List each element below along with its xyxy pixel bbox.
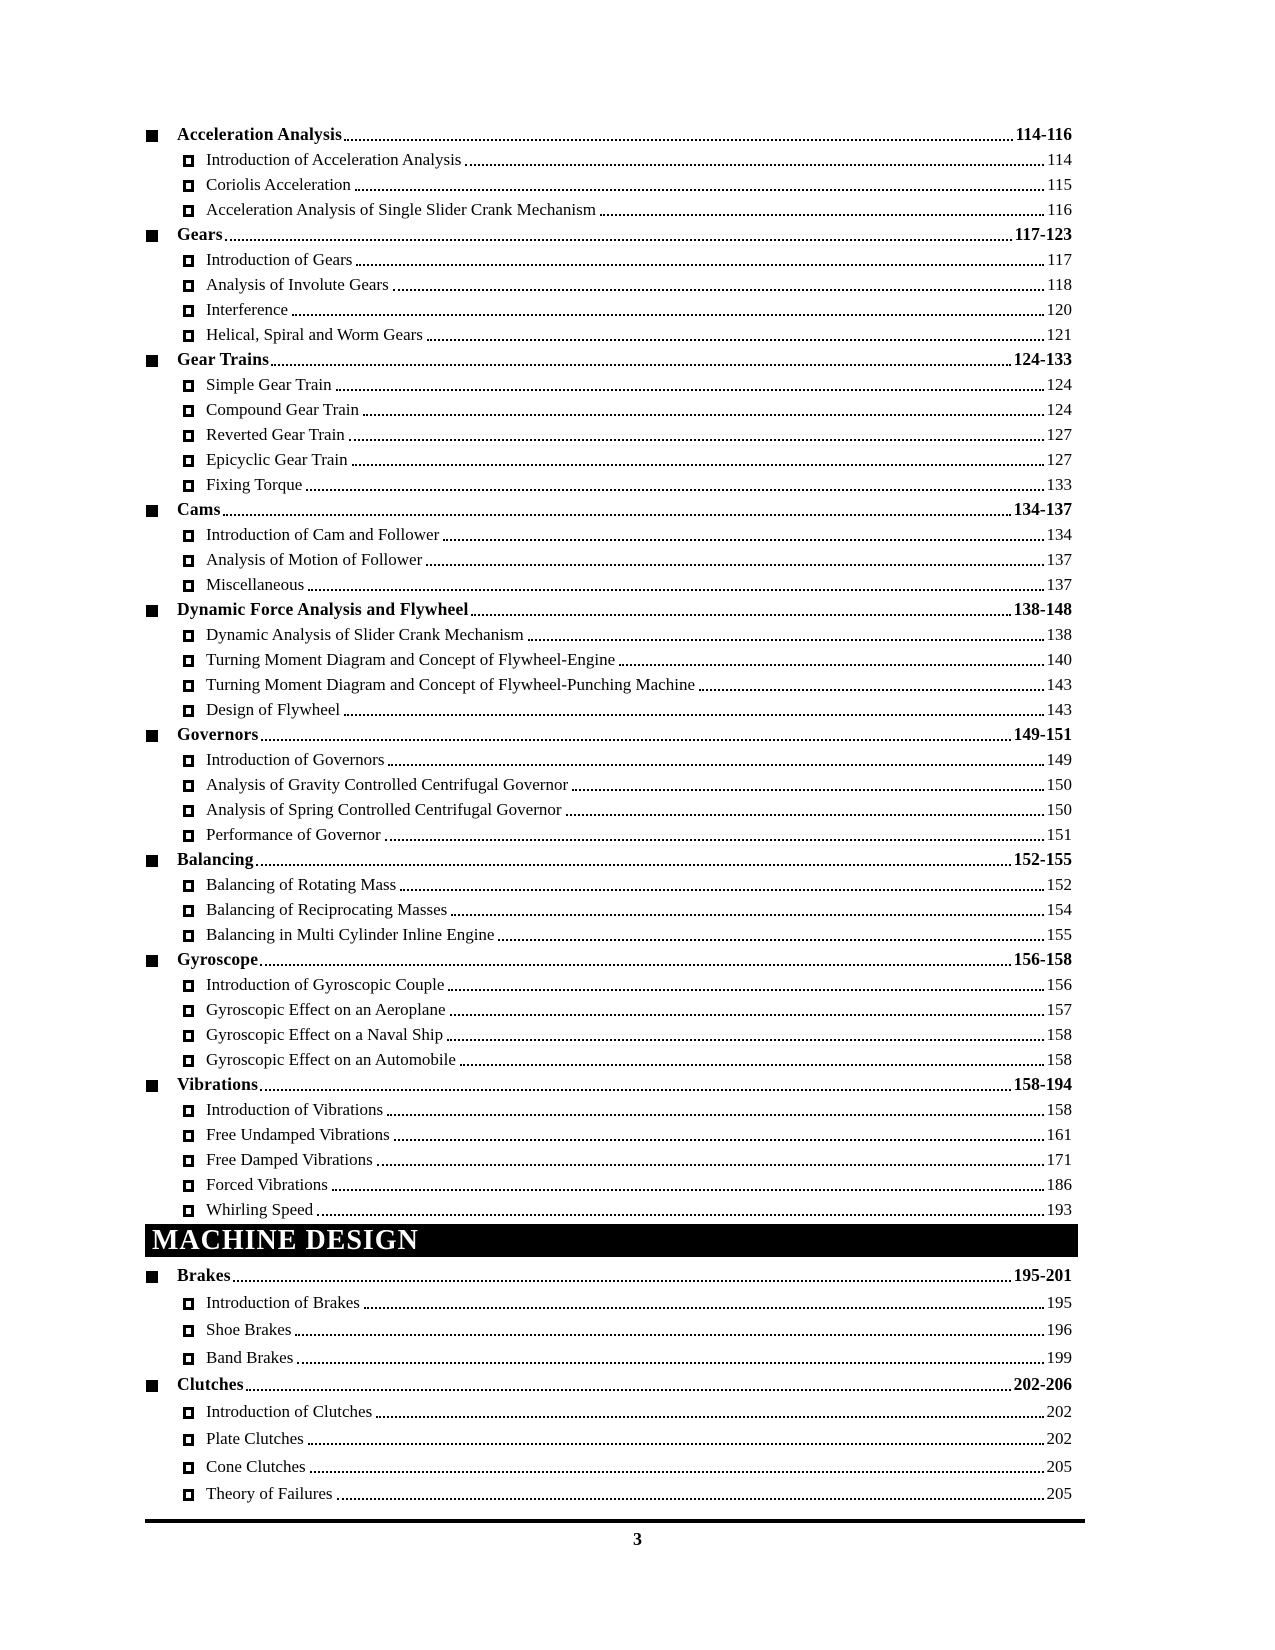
dot-leader [443,539,1043,541]
dot-leader [308,1443,1044,1445]
chapter-title: Dynamic Force Analysis and Flywheel [177,599,469,619]
subtopic-bullet-icon [183,280,194,292]
subtopic-title: Free Damped Vibrations [206,1149,373,1169]
toc-subtopic-row [146,422,1072,447]
toc-subtopic-row [146,1022,1072,1047]
toc-subtopic-row [146,397,1072,422]
toc-list-machine-design [146,1262,1072,1508]
toc-subtopic-row [146,697,1072,722]
dot-leader [223,514,1011,516]
subtopic-title: Fixing Torque [206,474,303,494]
subtopic-title: Theory of Failures [206,1484,333,1504]
subtopic-title: Introduction of Gears [206,249,353,269]
subtopic-page-number: 127 [1046,424,1072,444]
subtopic-bullet-icon [183,980,194,992]
toc-chapter-row [146,497,1072,522]
subtopic-bullet-icon [183,305,194,317]
subtopic-page-number: 155 [1046,924,1072,944]
subtopic-bullet-icon [183,480,194,492]
subtopic-page-number: 114 [1047,149,1072,169]
dot-leader [337,1498,1044,1500]
dot-leader [498,939,1043,941]
subtopic-title: Analysis of Involute Gears [206,274,389,294]
dot-leader [426,564,1043,566]
subtopic-title: Plate Clutches [206,1429,304,1449]
toc-subtopic-row [146,447,1072,472]
dot-leader [292,314,1043,316]
subtopic-title: Turning Moment Diagram and Concept of Flywheel-Engine [206,649,616,669]
chapter-bullet-icon [146,1380,158,1392]
subtopic-title: Whirling Speed [206,1199,314,1219]
dot-leader [344,714,1043,716]
subtopic-title: Introduction of Governors [206,749,385,769]
subtopic-page-number: 116 [1047,199,1072,219]
dot-leader [394,1139,1044,1141]
subtopic-bullet-icon [183,1353,194,1365]
dot-leader [246,1389,1011,1391]
subtopic-page-number: 118 [1047,274,1072,294]
subtopic-bullet-icon [183,405,194,417]
chapter-page-range: 195-201 [1013,1265,1072,1286]
dot-leader [364,1307,1044,1309]
subtopic-title: Band Brakes [206,1347,294,1367]
dot-leader [363,414,1044,416]
subtopic-page-number: 151 [1046,824,1072,844]
subtopic-title: Gyroscopic Effect on a Naval Ship [206,1024,444,1044]
subtopic-bullet-icon [183,430,194,442]
toc-subtopic-row [146,1480,1072,1507]
dot-leader [427,339,1044,341]
toc-subtopic-row [146,672,1072,697]
subtopic-title: Performance of Governor [206,824,381,844]
toc-subtopic-row [146,1317,1072,1344]
chapter-bullet-icon [146,955,158,967]
subtopic-bullet-icon [183,755,194,767]
dot-leader [447,1039,1043,1041]
dot-leader [528,639,1044,641]
subtopic-title: Balancing of Rotating Mass [206,874,397,894]
subtopic-bullet-icon [183,1030,194,1042]
subtopic-title: Analysis of Gravity Controlled Centrifugal Governor [206,774,569,794]
subtopic-page-number: 157 [1046,999,1072,1019]
chapter-title: Brakes [177,1265,231,1286]
subtopic-bullet-icon [183,205,194,217]
subtopic-title: Introduction of Vibrations [206,1099,384,1119]
subtopic-bullet-icon [183,180,194,192]
subtopic-title: Forced Vibrations [206,1174,328,1194]
subtopic-page-number: 133 [1046,474,1072,494]
subtopic-page-number: 193 [1046,1199,1072,1219]
dot-leader [387,1114,1043,1116]
chapter-bullet-icon [146,355,158,367]
dot-leader [699,689,1044,691]
dot-leader [566,814,1044,816]
chapter-title: Governors [177,724,259,744]
dot-leader [355,189,1044,191]
dot-leader [297,1362,1043,1364]
dot-leader [310,1471,1044,1473]
toc-chapter-row [146,347,1072,372]
toc-subtopic-row [146,897,1072,922]
subtopic-page-number: 156 [1046,974,1072,994]
dot-leader [336,389,1044,391]
subtopic-title: Gyroscopic Effect on an Automobile [206,1049,456,1069]
subtopic-page-number: 134 [1046,524,1072,544]
chapter-page-range: 124-133 [1013,349,1072,369]
toc-subtopic-row [146,822,1072,847]
dot-leader [600,214,1044,216]
subtopic-title: Compound Gear Train [206,399,359,419]
subtopic-page-number: 149 [1046,749,1072,769]
toc-subtopic-row [146,747,1072,772]
subtopic-bullet-icon [183,1298,194,1310]
subtopic-title: Cone Clutches [206,1456,306,1476]
toc-subtopic-row [146,247,1072,272]
subtopic-page-number: 120 [1046,299,1072,319]
toc-subtopic-row [146,797,1072,822]
subtopic-page-number: 127 [1046,449,1072,469]
dot-leader [393,289,1044,291]
toc-subtopic-row [146,872,1072,897]
chapter-bullet-icon [146,230,158,242]
subtopic-page-number: 171 [1046,1149,1072,1169]
subtopic-title: Design of Flywheel [206,699,341,719]
dot-leader [260,1089,1011,1091]
dot-leader [352,464,1044,466]
toc-chapter-row [146,1262,1072,1289]
toc-subtopic-row [146,272,1072,297]
subtopic-bullet-icon [183,1005,194,1017]
subtopic-page-number: 161 [1046,1124,1072,1144]
dot-leader [349,439,1044,441]
subtopic-title: Analysis of Motion of Follower [206,549,423,569]
subtopic-bullet-icon [183,1155,194,1167]
subtopic-title: Introduction of Gyroscopic Couple [206,974,445,994]
chapter-page-range: 156-158 [1013,949,1072,969]
chapter-bullet-icon [146,855,158,867]
subtopic-bullet-icon [183,1407,194,1419]
dot-leader [572,789,1043,791]
toc-subtopic-row [146,297,1072,322]
chapter-title: Vibrations [177,1074,259,1094]
toc-subtopic-row [146,472,1072,497]
dot-leader [308,589,1043,591]
subtopic-bullet-icon [183,830,194,842]
subtopic-bullet-icon [183,555,194,567]
subtopic-title: Balancing of Reciprocating Masses [206,899,448,919]
toc-chapter-row [146,947,1072,972]
subtopic-bullet-icon [183,880,194,892]
section-header-machine-design: MACHINE DESIGN [145,1224,1078,1257]
subtopic-bullet-icon [183,1130,194,1142]
subtopic-title: Shoe Brakes [206,1320,292,1340]
subtopic-page-number: 195 [1046,1292,1072,1312]
toc-subtopic-row [146,772,1072,797]
toc-chapter-row [146,122,1072,147]
chapter-title: Gyroscope [177,949,259,969]
toc-subtopic-row [146,522,1072,547]
subtopic-bullet-icon [183,655,194,667]
chapter-title: Gears [177,224,223,244]
toc-chapter-row [146,222,1072,247]
subtopic-bullet-icon [183,1055,194,1067]
toc-subtopic-row [146,1172,1072,1197]
subtopic-bullet-icon [183,1325,194,1337]
toc-subtopic-row [146,147,1072,172]
subtopic-bullet-icon [183,930,194,942]
subtopic-page-number: 205 [1046,1456,1072,1476]
subtopic-page-number: 137 [1046,574,1072,594]
chapter-bullet-icon [146,1080,158,1092]
toc-subtopic-row [146,1147,1072,1172]
dot-leader [271,364,1011,366]
toc-chapter-row [146,1072,1072,1097]
subtopic-bullet-icon [183,155,194,167]
subtopic-bullet-icon [183,680,194,692]
subtopic-title: Helical, Spiral and Worm Gears [206,324,423,344]
subtopic-title: Gyroscopic Effect on an Aeroplane [206,999,446,1019]
subtopic-bullet-icon [183,780,194,792]
footer-rule [145,1519,1085,1523]
subtopic-page-number: 186 [1046,1174,1072,1194]
chapter-page-range: 149-151 [1013,724,1072,744]
dot-leader [260,964,1010,966]
toc-chapter-row [146,1371,1072,1398]
chapter-bullet-icon [146,505,158,517]
dot-leader [261,739,1011,741]
chapter-title: Clutches [177,1374,244,1395]
toc-subtopic-row [146,172,1072,197]
toc-list-theory-of-machines [146,122,1072,1222]
subtopic-bullet-icon [183,805,194,817]
chapter-title: Balancing [177,849,254,869]
subtopic-title: Introduction of Cam and Follower [206,524,440,544]
dot-leader [465,164,1044,166]
toc-subtopic-row [146,1426,1072,1453]
subtopic-page-number: 117 [1047,249,1072,269]
subtopic-bullet-icon [183,330,194,342]
toc-subtopic-row [146,1398,1072,1425]
toc-subtopic-row [146,1047,1072,1072]
toc-subtopic-row [146,1289,1072,1316]
chapter-page-range: 138-148 [1013,599,1072,619]
subtopic-page-number: 158 [1046,1049,1072,1069]
dot-leader [376,1416,1043,1418]
dot-leader [451,914,1043,916]
chapter-page-range: 152-155 [1013,849,1072,869]
dot-leader [306,489,1043,491]
subtopic-page-number: 115 [1047,174,1072,194]
subtopic-bullet-icon [183,1434,194,1446]
subtopic-page-number: 202 [1046,1402,1072,1422]
dot-leader [295,1334,1043,1336]
subtopic-page-number: 202 [1046,1429,1072,1449]
dot-leader [619,664,1043,666]
toc-chapter-row [146,847,1072,872]
subtopic-title: Free Undamped Vibrations [206,1124,390,1144]
subtopic-page-number: 137 [1046,549,1072,569]
subtopic-bullet-icon [183,630,194,642]
dot-leader [225,239,1012,241]
subtopic-title: Reverted Gear Train [206,424,345,444]
subtopic-page-number: 154 [1046,899,1072,919]
subtopic-page-number: 143 [1046,699,1072,719]
toc-subtopic-row [146,1344,1072,1371]
subtopic-page-number: 158 [1046,1099,1072,1119]
subtopic-page-number: 124 [1046,399,1072,419]
chapter-page-range: 117-123 [1014,224,1072,244]
subtopic-title: Dynamic Analysis of Slider Crank Mechanism [206,624,524,644]
subtopic-page-number: 124 [1046,374,1072,394]
dot-leader [450,1014,1044,1016]
toc-subtopic-row [146,547,1072,572]
dot-leader [377,1164,1044,1166]
toc-subtopic-row [146,997,1072,1022]
toc-subtopic-row [146,1122,1072,1147]
subtopic-page-number: 138 [1046,624,1072,644]
dot-leader [256,864,1011,866]
subtopic-bullet-icon [183,580,194,592]
subtopic-bullet-icon [183,1180,194,1192]
dot-leader [332,1189,1044,1191]
subtopic-title: Interference [206,299,289,319]
subtopic-bullet-icon [183,1489,194,1501]
subtopic-title: Miscellaneous [206,574,305,594]
subtopic-bullet-icon [183,1462,194,1474]
toc-chapter-row [146,722,1072,747]
dot-leader [344,139,1013,141]
dot-leader [233,1280,1011,1282]
subtopic-page-number: 150 [1046,799,1072,819]
chapter-bullet-icon [146,1271,158,1283]
toc-subtopic-row [146,322,1072,347]
toc-subtopic-row [146,622,1072,647]
subtopic-page-number: 121 [1046,324,1072,344]
chapter-bullet-icon [146,605,158,617]
subtopic-bullet-icon [183,1205,194,1217]
chapter-page-range: 134-137 [1013,499,1072,519]
footer-page-number: 3 [633,1529,642,1549]
chapter-title: Acceleration Analysis [177,124,343,144]
subtopic-page-number: 199 [1046,1347,1072,1367]
chapter-bullet-icon [146,730,158,742]
subtopic-page-number: 140 [1046,649,1072,669]
dot-leader [460,1064,1044,1066]
chapter-page-range: 158-194 [1013,1074,1072,1094]
subtopic-page-number: 205 [1046,1484,1072,1504]
dot-leader [388,764,1043,766]
dot-leader [317,1214,1043,1216]
subtopic-title: Epicyclic Gear Train [206,449,348,469]
toc-subtopic-row [146,1453,1072,1480]
subtopic-bullet-icon [183,380,194,392]
toc-chapter-row [146,597,1072,622]
subtopic-title: Introduction of Brakes [206,1292,360,1312]
toc-subtopic-row [146,972,1072,997]
subtopic-bullet-icon [183,905,194,917]
subtopic-page-number: 152 [1046,874,1072,894]
toc-subtopic-row [146,572,1072,597]
toc-subtopic-row [146,1097,1072,1122]
subtopic-bullet-icon [183,1105,194,1117]
toc-subtopic-row [146,372,1072,397]
chapter-page-range: 202-206 [1013,1374,1072,1395]
toc-subtopic-row [146,197,1072,222]
toc-subtopic-row [146,922,1072,947]
subtopic-title: Introduction of Acceleration Analysis [206,149,462,169]
dot-leader [385,839,1044,841]
subtopic-title: Balancing in Multi Cylinder Inline Engine [206,924,495,944]
dot-leader [356,264,1044,266]
subtopic-bullet-icon [183,705,194,717]
subtopic-page-number: 143 [1046,674,1072,694]
subtopic-page-number: 158 [1046,1024,1072,1044]
subtopic-title: Introduction of Clutches [206,1402,373,1422]
chapter-title: Gear Trains [177,349,270,369]
subtopic-page-number: 150 [1046,774,1072,794]
chapter-bullet-icon [146,130,158,142]
dot-leader [471,614,1011,616]
toc-subtopic-row [146,1197,1072,1222]
dot-leader [448,989,1043,991]
subtopic-bullet-icon [183,530,194,542]
subtopic-title: Analysis of Spring Controlled Centrifugal Governor [206,799,562,819]
chapter-page-range: 114-116 [1015,124,1072,144]
subtopic-title: Coriolis Acceleration [206,174,351,194]
subtopic-page-number: 196 [1046,1320,1072,1340]
toc-subtopic-row [146,647,1072,672]
subtopic-title: Turning Moment Diagram and Concept of Flywheel-Punching Machine [206,674,695,694]
dot-leader [400,889,1043,891]
subtopic-title: Simple Gear Train [206,374,332,394]
subtopic-bullet-icon [183,255,194,267]
subtopic-bullet-icon [183,455,194,467]
chapter-title: Cams [177,499,221,519]
subtopic-title: Acceleration Analysis of Single Slider Crank Mechanism [206,199,596,219]
